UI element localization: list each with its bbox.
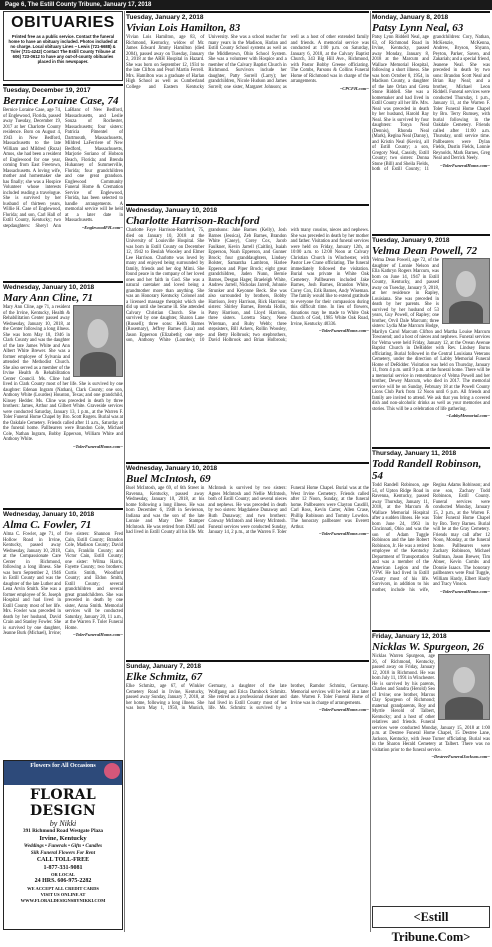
obituary-text: Velma Dean Powell, age 72, of the daughter of Lonnie Nelson and Ella Kathryn Rogers Marcum, was born on June 14, 1947 in Estill County, Kentucky, and passed away on Tuesday, January 9, 2018, at her residence in Rapley, Louisiana. She was preceded in death by her parents. She is survived by her husband of 53 years, Guy Powell, of Rapley; one brother, Orvil Dale Marcum; three sisters: Lydia Mae Marcum Hodge, Marilyn Carol Marcum Clifton and Martha Louise Marcum Townsend; and a host of nieces and nephews. Funeral services for Velma were held Friday, January 12, at the Ovean Avenue Baptist Church in DeRidder with Rev. Lindsey Burns officiating. Burial followed in the Central Louisiana Veterans Cemetery, under the direction of Labby Memorial Funeral Home of DeRidder. Visitation was held on Thursday, January 11, from 4 p.m. until 9 p.m. at the funeral home. There will be a memorial service in remembrance of Velma Powell and her brother, Dewey Marcum, who died in 2017. The memorial service will be on Sunday, February 18 at the Powell County Lions Club Park from 12 Noon until 6 p.m. All friends and family are invited to attend. We ask that you bring a covered dish and non-alcoholic drinks as well as your memories and stories. This will be a celebration of life gathering. ~LabbyMemorial.com~ — [372, 258, 490, 418]
column-divider — [124, 11, 125, 932]
obituary-vivian — [126, 11, 369, 201]
obituary-source: ~EnglewoodFH.com~ — [81, 224, 123, 230]
footer-website-link[interactable]: <Estill Tribune.Com> — [372, 906, 490, 928]
ad-cards: WE ACCEPT ALL CREDIT CARDS — [27, 885, 99, 891]
obituary-name: Nicklas W. Spurgeon, 26 — [372, 641, 484, 653]
obituary-mary — [3, 281, 123, 505]
obituary-date: Wednesday, January 10, 2018 — [3, 511, 95, 518]
obituary-text: Alma C. Fowler, age 71, of Hollow Road in Irvine, Kentucky, passed away Wednesday, January 10, 2018, at the Compassionate Care Center in Richmond, following a long illness. She was born September 2, 1946 in Estill County and was the daughter of the late Luther and Lena Arvin Smith. She was a former employee of St. Joseph Hospital and had lived in Estill County most of her life. Mrs. Fowler was preceded in death by her husband, David Crain and Stanley Fowler. She is survived by one daughter, Jeanne Burk (Michael), Irvine; five sisters: Shannon Fred Cain, Estill County; Brandon Cole, Madison County; David Cain, Franklin County; and Victor Cain, Estill County; one sister: Wilma Harris, Fayette County; two brothers: Curtis Smith, Woodford County; and Eldon Smith, Estill County; several grandchildren and several great grandchildren. She was preceded in death by one sister, Anna Smith. Memorial services will be conducted Saturday, January 20, 11 a.m., at the Warren F. Toler Funeral Home. ~TolerFuneralHome.com~ — [3, 532, 123, 637]
obituary-name: Mary Ann Cline, 71 — [3, 292, 94, 304]
obituary-text: Nicklas Warren Spurgeon, age 26, of Richmond, Kentucky, passed away on Friday, January 12, 2018 in Richmond. He was born July 11, 1991 in Winchester. He is survived by his parents, Charles and Sandra (Herold) Seo of Irvine; one brother, Marcus Clay Spurgeon of Richmond; maternal grandparents, Roy and Myrtle Herold of Talbert, Kentucky; and a host of other relatives and friends. Funeral services were conducted Monday, January 15, 2018 at 1:00 p.m. at Destree Funeral Home Chapel, 15 Destree Lane, Jackson, Kentucky, with Jesse Turner officiating. Burial was in the Sharon Herald Cemetery at Talbert. There was no visitation prior to the funeral service. ~DestreeFuneralJackson.com~ — [372, 654, 490, 759]
obituary-nicklas — [372, 630, 490, 875]
floral-design-ad[interactable] — [3, 760, 123, 930]
ad-services: Weddings • Funerals • Gifts • Candles — [23, 844, 103, 849]
column-right — [372, 11, 491, 944]
ad-tollfree-label: CALL TOLL-FREE — [36, 857, 90, 863]
obituary-date: Friday, January 12, 2018 — [372, 633, 447, 640]
obituary-date: Tuesday, January 2, 2018 — [126, 14, 204, 21]
ad-website-link[interactable]: WWW.FLORALDESIGNSBYNIKKI.COM — [20, 897, 106, 903]
obituary-source: ~TolerFuneralHome.com~ — [72, 632, 123, 637]
obituary-text: Elke Schmitz, age 67, of Winkler Cemetery Road in Irvine, Kentucky, passed away Sunday, January 7, 2018, at her home, following a long illness. She was born May 1, 1950, in Munich, Germany, a daughter of the late Wolfgang and Erica Dambock Schmitz. She retired as a professional cleaner and had lived in Estill County most of her life. Ms. Schmitz is survived by a brother, Ramdor Schmitz, Germany. Memorial services will be held at a later date. Warren F. Toler Funeral Home of Irvine was in charge of arrangements. ~TolerFuneralHome.com~ — [126, 684, 369, 712]
obituary-name: Charlotte Harrison-Rachford — [126, 215, 260, 227]
obituary-text: Bernice Loraine Case, age 74, of Englewood, Florida, passed away Tuesday, December 19, 2017 at her Charlotte County residence. Born on August 4, 1943 in New Bedford, Massachusetts to the late William and Mildred (Roza) Amos, she had been a resident of Englewood for one year, coming from East Freetown, Massachusetts. A loving wife, mother and homemaker she has finally; she was a Hospice Volunteer whose interests included reading a travelogue. She is survived by her husband of thirteen years, Willie H. Case of Englewood, Florida; and son, Carl Hall of Estill County, Kentucky; two stepdaughters: Sheryl Ann LaBlanc of New Bedford, Massachusetts, and Leslie Souza of Rochester, Massachusetts; four sisters: Patricia Pimentel of Dartmouth, Massachusetts, Mildred LaFerriere of New Bedford, Massachusetts, Marjorie Soriano of Hobson Beach, Florida; and Brenda Huhanney of Summerville, Florida; four grandchildren and one great grandson. Englewood Community Funeral Home & Cremation Service of Englewood, Florida, has been selected to handle arrangements. A memorial service will be held at a later date in Massachusetts. ~EnglewoodFH.com~ — [3, 108, 123, 230]
obituary-date: Tuesday, December 19, 2017 — [3, 87, 91, 94]
obituary-date: Monday, January 8, 2018 — [372, 14, 449, 21]
masthead-notice: Printed free as a public service. Contact the funeral home to have an obituary included. Photos included at no charge. Local obituary Lines ~ Lewis (721-6688) & Toler (721-4242) Contact The Estill County Tribune at 606) 723-0612 to have any out-of-county obituaries placed in this newspaper. — [8, 34, 118, 65]
obituary-bernice — [3, 84, 123, 278]
obituary-text: Charlotte Faye Harrison-Rachford, 75, died on January 10, 2018 at the University of Louisville Hospital. She was born in Estill County on December 12, 1942 to Beulah Woosley and Elmer Lee Harrison. Charlotte was loved by many and enjoyed being surrounded by family, friends and her dog Mimi. She found peace in the company of her loved ones and her faith in God. She was a natural caretaker and loved being a grandmother more than anything. She was an Honorary Kentucky Colonel and a licensed massage therapist which she did up until she became ill. She attended Calvary Christian Church. She is survived by one daughter, Sharon Lane (Russell); three sons: Keith Barnes (Rosemary), Jeffrey Barnes (Lisa) and Jason Epperson (Elizabeth); one step-son, Anthony White (Lourdes); 10 grandsons: Jake Barnes (Kelly), Josh Barnes (Jessica), Zeb Barnes, Brandon White (Casey), Corey Cox, Jacob Faulkner, Kevin Jarrell (Caitlin), Isaiah Epperson, Noah Epperson, and Gunner Brock; four granddaughters, Lindsey Bolster, Samantha Lambron, Harlee Epperson and Piper Brock; eight great grandchildren, Jaden Nunn, Bernie Barnes, Desgan Hager, Braeleigh White, Andrew Jarrell, Nickolas Jarrell, Johnnie Strunker and Keyonne Beck. She was also surrounded by brothers, Bobby Harrison, Jerry Harrison, Rick Harrison; sisters: Shirley Barnes, Brenda Hollis, Patsy Harrison, and Lloyd Harrison, three sisters. Loretta Stacy, Nene Wireman, and Ruby Webb; three stepsisters, Bill Ackers, Rollin Woosley, and Betty Holbrook; two stepbrothers, David Holbrook and Brian Holbrook; with many cousins, nieces and nephews. She was preceded in death by her mother and father. Visitation and funeral services were held on Friday, January 12th, at 10:00 a.m. to 12:00 Noon at Calvary Christian Church in Winchester, with Pastor Lee Crane officiating. The funeral immediately followed the visitation. Burial was private in White Oak Cemetery. Pallbearers included Jake Barnes, Josh Barnes, Brandon White, Corey Cox, Erik Barnes, Andy Wiseman. The family would like to extend gratitude to everyone for their compassion during this difficult time. In lieu of flowers, donations may be made to White Oak Church of God, 1985 White Oak Road, Irvine, Kentucky 40336. ~TolerFuneralHome.com~ — [126, 228, 369, 343]
ad-phone-tollfree[interactable]: 1-877-331-9081 — [43, 864, 83, 871]
obituary-name: Patsy Lynn Neal, 63 — [372, 22, 464, 34]
obituaries-masthead — [3, 11, 123, 81]
obituary-source: ~TolerFuneralHome.com~ — [318, 707, 369, 712]
ad-business-name: FLORAL DESIGN — [29, 787, 97, 819]
obituary-date: Wednesday, January 10, 2018 — [126, 465, 218, 472]
photo-velma-powell — [442, 258, 490, 324]
flower-icon — [104, 763, 120, 779]
obituary-name: Velma Dean Powell, 72 — [372, 245, 478, 257]
obituary-source: ~DestreeFuneralJackson.com~ — [431, 754, 490, 759]
photo-nicklas-spurgeon — [438, 654, 490, 720]
ad-banner — [4, 761, 122, 785]
ad-address: 391 Richmond Road Westgate Plaza — [22, 828, 104, 834]
obituary-text: Patsy Lynn Riddell Neal, age 63, of Richmond Road in Irvine, Kentucky, passed away Monday, January 8, 2018 at the Marcum and Wallace Memorial Hospital, following a short illness. She was born October 8, 1954, in Madison County, a daughter of the late Orlan and Greta Stone Riddell. She was a homemaker and had lived in Estill County all her life. Mrs. Neal was preceded in death by her husband, Harold Ray Neal. She is survived by four daughters: Tonya Neal (Dennis), Rhonda Neal (Mark), Regina Neal (Danny), and Kristin Neal (Kevin), all of Estill County; a son, Gregory Neal, Cassidy, Estill County; two sisters: Donna Stone (Bill) and Sheila Fields, both of Estill County; 11 grandchildren: Cory, Nathan, McKenzie, McKenna, Andrew, Bryson, Shyann, Peyton, Parker, Saven, and Zakariah; and a special friend, Jeanene Neal. She was preceded in death by two sons: Brandon Scott Neal and Brian Ray Neal; and a brother, Michael Leon Riddell. Funeral services were conducted Thursday, 1 p.m., January 11, at the Warren F. Toler Funeral Home Chapel by Bro. Terry Rumsey, with burial following in the Oakdale Cemetery. Friends called after 11:00 a.m. Thursday, until service time. Pallbearers were Dylan Fields, Dustin Fields, Lonnie Reynolds, Mark Barnes, Greg Neal and Derrick Neely. ~TolerFuneralHome.com~ — [372, 35, 491, 172]
obituary-patsy — [372, 11, 490, 231]
obituary-source: ~TolerFuneralHome.com~ — [439, 588, 490, 594]
obituary-source: ~TolerFuneralHome.com~ — [72, 443, 123, 449]
obituary-date: Tuesday, January 9, 2018 — [372, 237, 450, 244]
obituary-name: Bernice Loraine Case, 74 — [3, 95, 119, 107]
obituary-charlotte — [126, 204, 369, 459]
obituary-velma — [372, 234, 490, 444]
obituary-name: Buel McIntosh, 69 — [126, 473, 211, 485]
obituary-alma — [3, 508, 123, 708]
obituary-name: Alma C. Fowler, 71 — [3, 519, 92, 531]
obituary-source: ~TolerFuneralHome.com~ — [318, 531, 369, 536]
ad-visit: VISIT US ONLINE AT — [40, 891, 86, 897]
obituary-source: ~LabbyMemorial.com~ — [446, 413, 490, 418]
obituary-date: Sunday, January 7, 2018 — [126, 663, 202, 670]
ad-city: Irvine, Kentucky — [39, 835, 87, 842]
obituary-name: Elke Schmitz, 67 — [126, 671, 203, 683]
obituary-source: ~TolerFuneralHome.com~ — [318, 328, 369, 333]
obituary-text: Buel McIntosh, age 69, of 6th Street in Ravenna, Kentucky, passed away Wednesday, January 10, 2018, at his home following a long illness. He was born December 6, 1948 in Sevierson, Indiana and was the son of the late Lonnie and Mary Dee Stamper McIntosh. He was retired from EMU and had lived in Estill County all his life. Mr. McIntosh is survived by two sisters: Agnes McIntosh and Nellie McIntosh, both of Estill County; and several nieces and nephews. He was preceded in death by two sisters: Magdalene Dunaway and Ruth Dunaway; and two brothers: Conway McIntosh and Henry McIntosh. Funeral services were conducted Sunday, January 14, 2 p.m., at the Warren F. Toler Funeral Home Chapel. Burial was at the West Irvine Cemetery. Friends called after 12 Noon, Sunday, at the funeral home. Pallbearers were Clayton Caudill, Carl Ross, Kevin Carter, Allen Crase, Phillip Robinson and Tommy Lowdon. The honorary pallbearer was Everett Arthur. ~TolerFuneralHome.com~ — [126, 486, 369, 536]
column-left — [3, 11, 123, 932]
obituary-name: Todd Randell Robinson, 54 — [372, 458, 482, 482]
obituary-source: ~TolerFuneralHome.com~ — [439, 162, 490, 168]
ad-banner-text: Flowers for All Occasions — [30, 763, 96, 769]
ad-by-line: by Nikki — [49, 819, 77, 828]
obituary-elke — [126, 660, 369, 925]
obituary-todd — [372, 447, 490, 627]
page-header: Page 6, The Estill County Tribune, January 17, 2018 — [0, 0, 492, 10]
ad-silk: Silk Funeral Flowers For Rent — [30, 851, 96, 856]
column-middle — [126, 11, 369, 932]
obituary-date: Wednesday, January 10, 2018 — [126, 207, 218, 214]
column-divider — [370, 11, 371, 932]
obituary-name: Vivian Lois Hamilton, 83 — [126, 22, 241, 34]
ad-local-label: OR LOCAL — [51, 872, 75, 877]
ad-phone-local[interactable]: 24 HRS. 606-975-2282 — [34, 878, 92, 884]
obituary-source: ~CPCFH.com~ — [339, 85, 369, 91]
obituary-date: Thursday, January 11, 2018 — [372, 450, 457, 457]
obituary-date: Wednesday, January 10, 2018 — [3, 284, 95, 291]
obituary-buel — [126, 462, 369, 657]
section-title: OBITUARIES — [11, 14, 115, 31]
obituary-text: Mary Ann Cline, age 71, a resident of the Irvine, Kentucky, Health & Rehabilitation Center passed away Wednesday, January 10, 2018, at the Center following a long illness. She was born May 10, 1946 in Clark County and was the daughter of the late James White and Ann Albert White Brewer. She was a former employee of Sylvania and attended the Methodist Church. She also served as a member of the Irvine Health & Rehabilitation Center Council. Ms. Cline had lived in Clark County most of her life. She is survived by one daughter: Edenan Ingram (Nathan), Clark County; one son, Anthony White (Lourdes) Houston, Texas; and one grandchild, Kinsey Hedder. Ms. Cline was preceded in death by three brothers: James, Arthur and Gilbert White. Graveside services were conducted Saturday, January 13, 1 p.m., at the Warren F. Toler Funeral Home Chapel by Bro. Scott Rogers. Burial was at the Oakdale Cemetery. Friends called after 11 a.m., Saturday at the funeral home. Pallbearers were Brandon Cole, Michael Cole, Nathan Ingram, Bobby Epperson, William White and Anthony White. ~TolerFuneralHome.com~ — [3, 305, 123, 449]
photo-mary-cline — [73, 305, 123, 377]
obituary-text: Vivian Lois Hamilton, age 83, of Richmond, Kentucky, widow of Mr. James Edward Jimmy Hamilton (died 2004), passed away on Tuesday, January 2, 2018 at the ARH Hospital in Hazard. She was born on September 12, 1934 to the late Clifton and Pearl Martin Ferrell. Mrs. Hamilton was a graduate of Harlan High School as well as Cumberland College and Eastern Kentucky University. She was a school teacher for many years in the Madison, Harlan and Estill County School systems as well as the Middletown, Ohio School System. She was a volunteer with Hospice and a member of the Calvary Baptist Church in Richmond. Survivors include her daughter, Patty Sorrell (Larry); her grandchildren, Nicole Hudson and James Sorrell; one sister, Margaret Johnson; as well as a host of other extended family and friends. A memorial service was conducted at 1:00 p.m. on Saturday, January 6, 2018, at the Calvary Baptist Church, 343 Big Hill Ave., Richmond, with Pastor Bobby Greene officiating. The Combs, Parsons & Collins Funeral Home of Richmond was in charge of the arrangements. ~CPCFH.com~ — [126, 35, 369, 91]
obituary-text: Todd Randell Robinson, age 54, of Upton Ridge Road in Ravenna, Kentucky, passed away Thursday, January 11, 2018, at the Marcum & Wallace Memorial Hospital after a sudden illness. He was born June 24, 1963 in Cincinnati, Ohio and was the son of Adam Tuggle Robinson and the late Robert Robinson, Jr. He was a retired employee of the Kentucky Department of Transportation and was a member of the American Legion and the VFW. He had lived in Estill County most of his life. Survivors, in addition to his mother, include his wife, Regina Adams Robinson; and one son, Zachary Todd Robinson, Estill County. Funeral services were conducted Monday, January 15, 2 p.m., at the Warren F. Toler Funeral Home Chapel by Bro. Terry Barnes. Burial will be at the Gray Cemetery. Friends may call after 12 Noon, Monday, at the funeral home. Pallbearers were Zachary Robinson, Michael Stallman, Jason Brewer, Tim Abner, Kevin Combs and Donnie Isaacs. The honorary pallbearers were Paul Tuggle, William Hardy, Elbert Hardy and Tracy Vinson. ~TolerFuneralHome.com~ — [372, 483, 490, 594]
